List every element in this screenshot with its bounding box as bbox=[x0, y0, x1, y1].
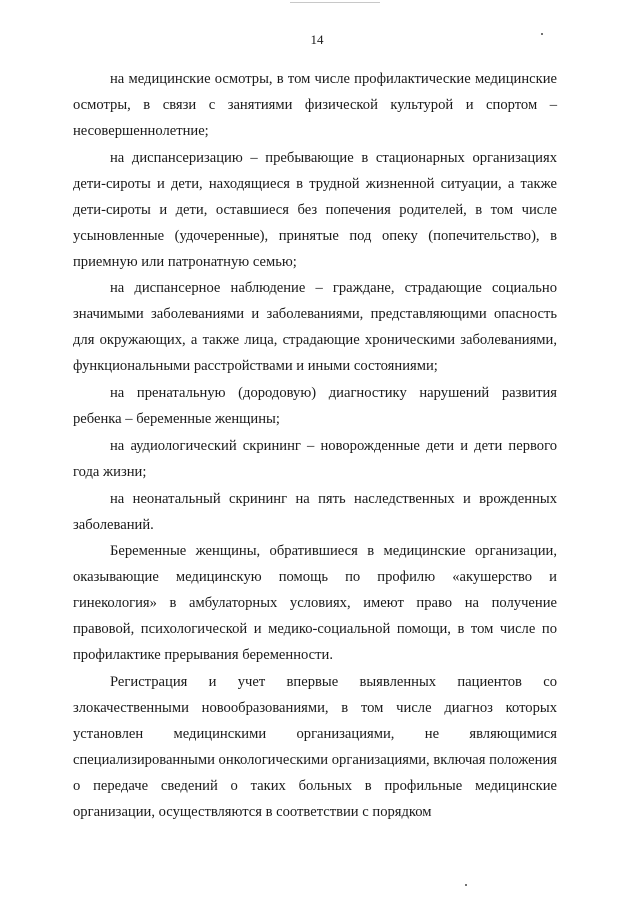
body-text bbox=[73, 66, 557, 826]
paragraph: на диспансеризацию – пребывающие в стационарных организациях дети-сироты и дети, находящиеся в трудной жизненной ситуации, а также дети-сироты и дети, оставшиеся без попечения родителей, в том числе усыновленные (удочеренные), принятые под опеку (попечительство), в приемную или патронатную семью; bbox=[73, 149, 557, 270]
page-number: 14 bbox=[310, 32, 324, 47]
paragraph: Регистрация и учет впервые выявленных пациентов со злокачественными новообразованиями, в том числе диагноз которых установлен медицинскими организациями, не являющимися специализированными онкологическими организациями, включая положения о передаче сведений о таких больных в профильные медицинские организации, осуществляются в соответствии с порядком bbox=[73, 674, 557, 821]
paragraph: на неонатальный скрининг на пять наследственных и врожденных заболеваний. bbox=[73, 490, 557, 533]
paragraph: на пренатальную (дородовую) диагностику нарушений развития ребенка – беременные женщины; bbox=[73, 385, 557, 428]
paragraph: на аудиологический скрининг – новорожденные дети и дети первого года жизни; bbox=[73, 437, 557, 480]
paragraph: Беременные женщины, обратившиеся в медицинские организации, оказывающие медицинскую помощь по профилю «акушерство и гинекология» в амбулаторных условиях, имеют право на получение правовой, психологической и медико-социальной помощи, в том числе по профилактике прерывания беременности. bbox=[73, 543, 557, 664]
top-edge-rule bbox=[290, 2, 380, 3]
scan-speck bbox=[541, 33, 543, 35]
paragraph: на диспансерное наблюдение – граждане, страдающие социально значимыми заболеваниями и заболеваниями, представляющими опасность для окружающих, а также лица, страдающие хроническими заболеваниями, функциональными расстройствами и иными состояниями; bbox=[73, 280, 557, 375]
scan-speck bbox=[465, 884, 467, 886]
paragraph: на медицинские осмотры, в том числе профилактические медицинские осмотры, в связи с занятиями физической культурой и спортом – несовершеннолетние; bbox=[73, 71, 557, 139]
